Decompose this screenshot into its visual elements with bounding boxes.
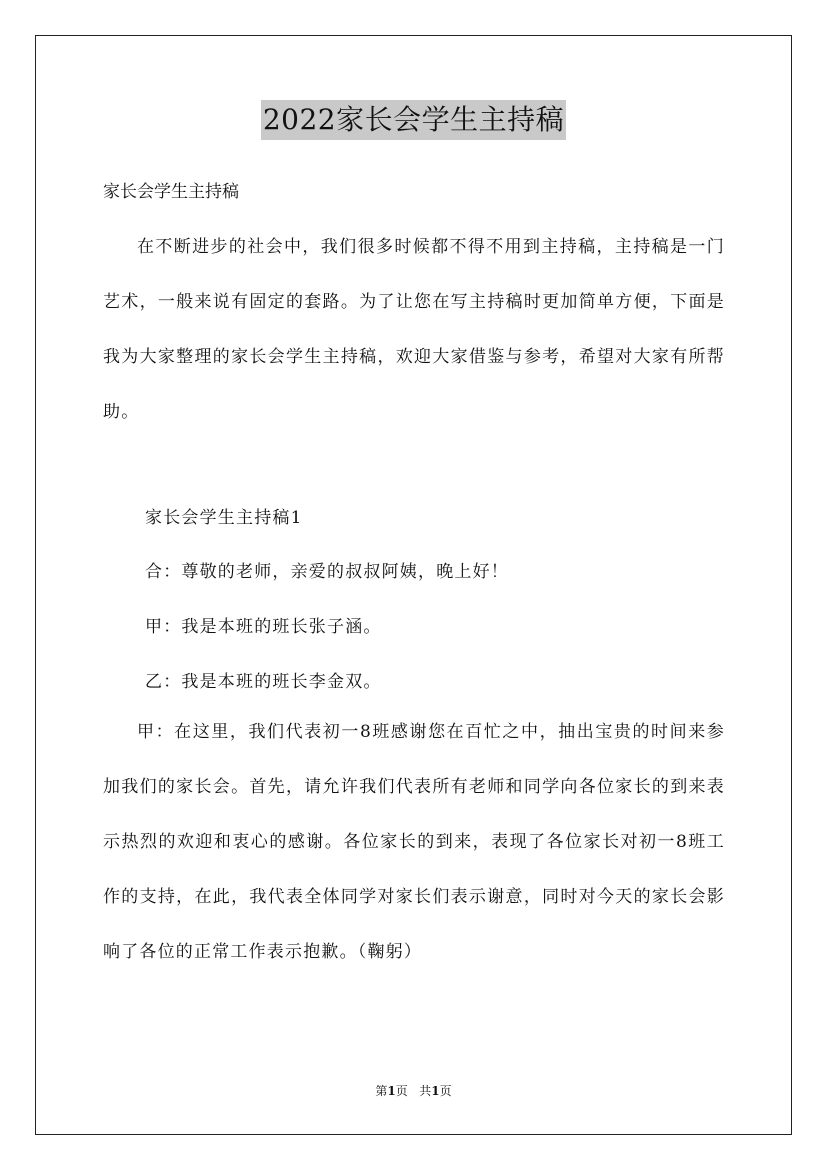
dialogue-line: 乙：我是本班的班长李金双。 [145, 672, 382, 692]
dialogue-line: 甲：我是本班的班长张子涵。 [145, 617, 382, 637]
document-subheading: 家长会学生主持稿 [103, 182, 239, 202]
document-title: 2022家长会学生主持稿 [261, 100, 566, 140]
footer-page-prefix: 第 [375, 1084, 388, 1098]
footer-page-suffix: 页 [439, 1084, 452, 1098]
main-paragraph: 甲：在这里，我们代表初一8班感谢您在百忙之中，抽出宝贵的时间来参加我们的家长会。首先，请允许我们代表所有老师和同学向各位家长的到来表示热烈的欢迎和衷心的感谢。各位家长的到来，表现了各位家长对初一8班工作的支持，在此，我代表全体同学对家长们表示谢意，同时对今天的家长会影响了各位的正常工作表示抱歉。（鞠躬） [103, 722, 725, 962]
intro-paragraph: 在不断进步的社会中，我们很多时候都不得不用到主持稿，主持稿是一门艺术，一般来说有固定的套路。为了让您在写主持稿时更加简单方便，下面是我为大家整理的家长会学生主持稿，欢迎大家借鉴与参考，希望对大家有所帮助。 [103, 237, 725, 422]
page-footer [0, 1083, 827, 1099]
footer-page-current: 1 [387, 1084, 396, 1098]
footer-page-middle: 页 共 [395, 1084, 432, 1098]
dialogue-line: 合：尊敬的老师，亲爱的叔叔阿姨，晚上好！ [145, 562, 509, 582]
section-heading: 家长会学生主持稿1 [145, 508, 303, 528]
title-container [0, 100, 827, 140]
footer-page-total: 1 [431, 1084, 440, 1098]
